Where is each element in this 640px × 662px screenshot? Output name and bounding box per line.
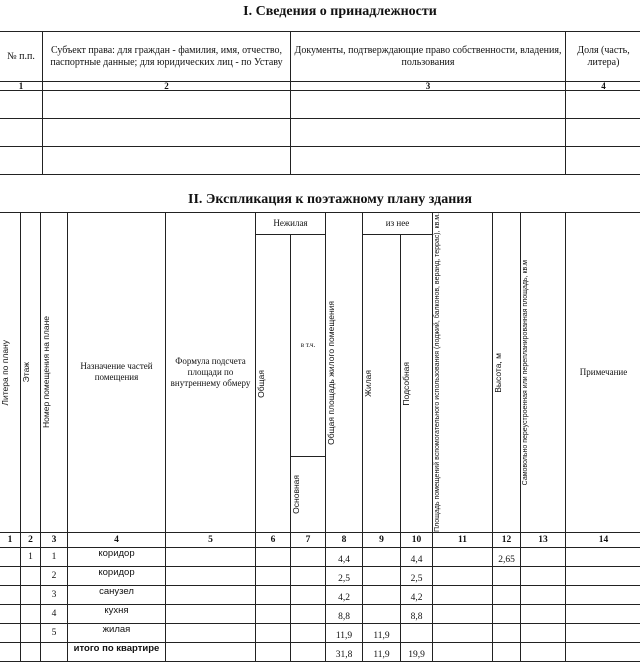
table-row xyxy=(0,566,640,585)
height xyxy=(493,566,521,585)
height xyxy=(493,642,521,661)
ownership-table xyxy=(0,31,640,175)
col-number: 13 xyxy=(521,532,566,547)
room-name: коридор xyxy=(68,547,166,566)
aux-area xyxy=(401,623,433,642)
room-number: 3 xyxy=(41,585,68,604)
col-number: 6 xyxy=(256,532,291,547)
unauthorized-area xyxy=(521,585,566,604)
room-name: коридор xyxy=(68,566,166,585)
table-row xyxy=(0,604,640,623)
room-number: 5 xyxy=(41,623,68,642)
nonres-total xyxy=(256,585,291,604)
floor xyxy=(21,604,41,623)
col-number: 4 xyxy=(68,532,166,547)
col-number: 9 xyxy=(363,532,401,547)
formula xyxy=(166,547,256,566)
aux-area: 4,2 xyxy=(401,585,433,604)
unauthorized-area xyxy=(521,642,566,661)
nonres-main xyxy=(291,604,326,623)
room-name: санузел xyxy=(68,585,166,604)
aux-use-area xyxy=(433,585,493,604)
room-name: жилая xyxy=(68,623,166,642)
table-row xyxy=(0,91,640,119)
total-area: 31,8 xyxy=(326,642,363,661)
formula xyxy=(166,604,256,623)
total-area: 11,9 xyxy=(326,623,363,642)
note xyxy=(566,547,640,566)
unauthorized-area xyxy=(521,623,566,642)
nonres-total xyxy=(256,642,291,661)
nonres-main xyxy=(291,642,326,661)
section2-title: II. Экспликация к поэтажному плану здания xyxy=(10,192,640,208)
litera xyxy=(0,547,21,566)
floor xyxy=(21,566,41,585)
unauthorized-area xyxy=(521,566,566,585)
room-number: 4 xyxy=(41,604,68,623)
header-aux-area: Площадь помещений вспомогательного использования (лоджий, балконов, веранд, террас), кв.м. xyxy=(433,213,443,532)
col-number: 2 xyxy=(43,82,291,91)
header-of-which: из нее xyxy=(363,213,433,235)
explication-table xyxy=(0,212,640,662)
aux-area: 4,4 xyxy=(401,547,433,566)
note xyxy=(566,566,640,585)
floor xyxy=(21,585,41,604)
litera xyxy=(0,585,21,604)
note xyxy=(566,585,640,604)
header-height: Высота, м xyxy=(493,353,503,393)
table-row xyxy=(0,642,640,661)
unauthorized-area xyxy=(521,604,566,623)
living-area: 11,9 xyxy=(363,642,401,661)
table-row xyxy=(0,547,640,566)
aux-use-area xyxy=(433,642,493,661)
formula xyxy=(166,585,256,604)
nonres-total xyxy=(256,623,291,642)
col-number: 12 xyxy=(493,532,521,547)
height xyxy=(493,623,521,642)
aux-area: 2,5 xyxy=(401,566,433,585)
col-number: 14 xyxy=(566,532,640,547)
header-room-no: Номер помещения на плане xyxy=(41,316,51,428)
floor: 1 xyxy=(21,547,41,566)
total-area: 4,2 xyxy=(326,585,363,604)
col-number: 1 xyxy=(0,532,21,547)
table-row xyxy=(0,585,640,604)
nonres-total xyxy=(256,604,291,623)
living-area xyxy=(363,566,401,585)
room-number: 1 xyxy=(41,547,68,566)
height: 2,65 xyxy=(493,547,521,566)
nonres-main xyxy=(291,623,326,642)
aux-use-area xyxy=(433,604,493,623)
note xyxy=(566,642,640,661)
litera xyxy=(0,604,21,623)
header-floor: Этаж xyxy=(21,362,31,382)
header-unauthorized: Самовольно переустроенная или перепланированная площадь, кв.м xyxy=(521,260,531,485)
header-purpose: Назначение частей помещения xyxy=(68,213,166,533)
aux-area: 8,8 xyxy=(401,604,433,623)
height xyxy=(493,585,521,604)
living-area: 11,9 xyxy=(363,623,401,642)
height xyxy=(493,604,521,623)
col-number: 2 xyxy=(21,532,41,547)
nonres-main xyxy=(291,585,326,604)
col-number: 7 xyxy=(291,532,326,547)
table-row xyxy=(0,119,640,147)
room-number xyxy=(41,642,68,661)
header-share: Доля (часть, литера) xyxy=(566,32,640,82)
col-number: 3 xyxy=(291,82,566,91)
aux-use-area xyxy=(433,623,493,642)
litera xyxy=(0,642,21,661)
room-name: итого по квартире xyxy=(68,642,166,661)
header-nonres-total: Общая xyxy=(256,370,266,398)
nonres-total xyxy=(256,566,291,585)
note xyxy=(566,623,640,642)
header-documents: Документы, подтверждающие право собственности, владения, пользования xyxy=(291,32,566,82)
formula xyxy=(166,566,256,585)
total-area: 4,4 xyxy=(326,547,363,566)
col-number: 11 xyxy=(433,532,493,547)
nonres-main xyxy=(291,547,326,566)
col-number: 8 xyxy=(326,532,363,547)
col-number: 10 xyxy=(401,532,433,547)
header-formula: Формула подсчета площади по внутреннему обмеру xyxy=(166,213,256,533)
col-number: 4 xyxy=(566,82,640,91)
aux-use-area xyxy=(433,566,493,585)
nonres-main xyxy=(291,566,326,585)
header-incl: в т.ч. xyxy=(291,235,326,457)
header-auxiliary: Подсобная xyxy=(401,362,411,406)
total-area: 8,8 xyxy=(326,604,363,623)
formula xyxy=(166,642,256,661)
litera xyxy=(0,566,21,585)
header-nonresidential: Нежилая xyxy=(256,213,326,235)
header-living: Жилая xyxy=(363,370,373,397)
living-area xyxy=(363,604,401,623)
header-subject: Субъект права: для граждан - фамилия, имя, отчество, паспортные данные; для юридических лиц - по Уставу xyxy=(43,32,291,82)
section1-title: I. Сведения о принадлежности xyxy=(20,4,640,20)
header-nonres-main: Основная xyxy=(291,475,301,514)
col-number: 5 xyxy=(166,532,256,547)
header-note: Примечание xyxy=(566,213,640,533)
header-litera: Литера по плану xyxy=(0,340,10,406)
note xyxy=(566,604,640,623)
floor xyxy=(21,623,41,642)
col-number: 3 xyxy=(41,532,68,547)
unauthorized-area xyxy=(521,547,566,566)
living-area xyxy=(363,547,401,566)
header-number: № п.п. xyxy=(0,32,43,82)
living-area xyxy=(363,585,401,604)
aux-area: 19,9 xyxy=(401,642,433,661)
table-row xyxy=(0,623,640,642)
header-total-living: Общая площадь жилого помещения xyxy=(326,301,336,445)
col-number: 1 xyxy=(0,82,43,91)
floor xyxy=(21,642,41,661)
table-row xyxy=(0,147,640,175)
formula xyxy=(166,623,256,642)
room-name: кухня xyxy=(68,604,166,623)
aux-use-area xyxy=(433,547,493,566)
room-number: 2 xyxy=(41,566,68,585)
litera xyxy=(0,623,21,642)
total-area: 2,5 xyxy=(326,566,363,585)
nonres-total xyxy=(256,547,291,566)
